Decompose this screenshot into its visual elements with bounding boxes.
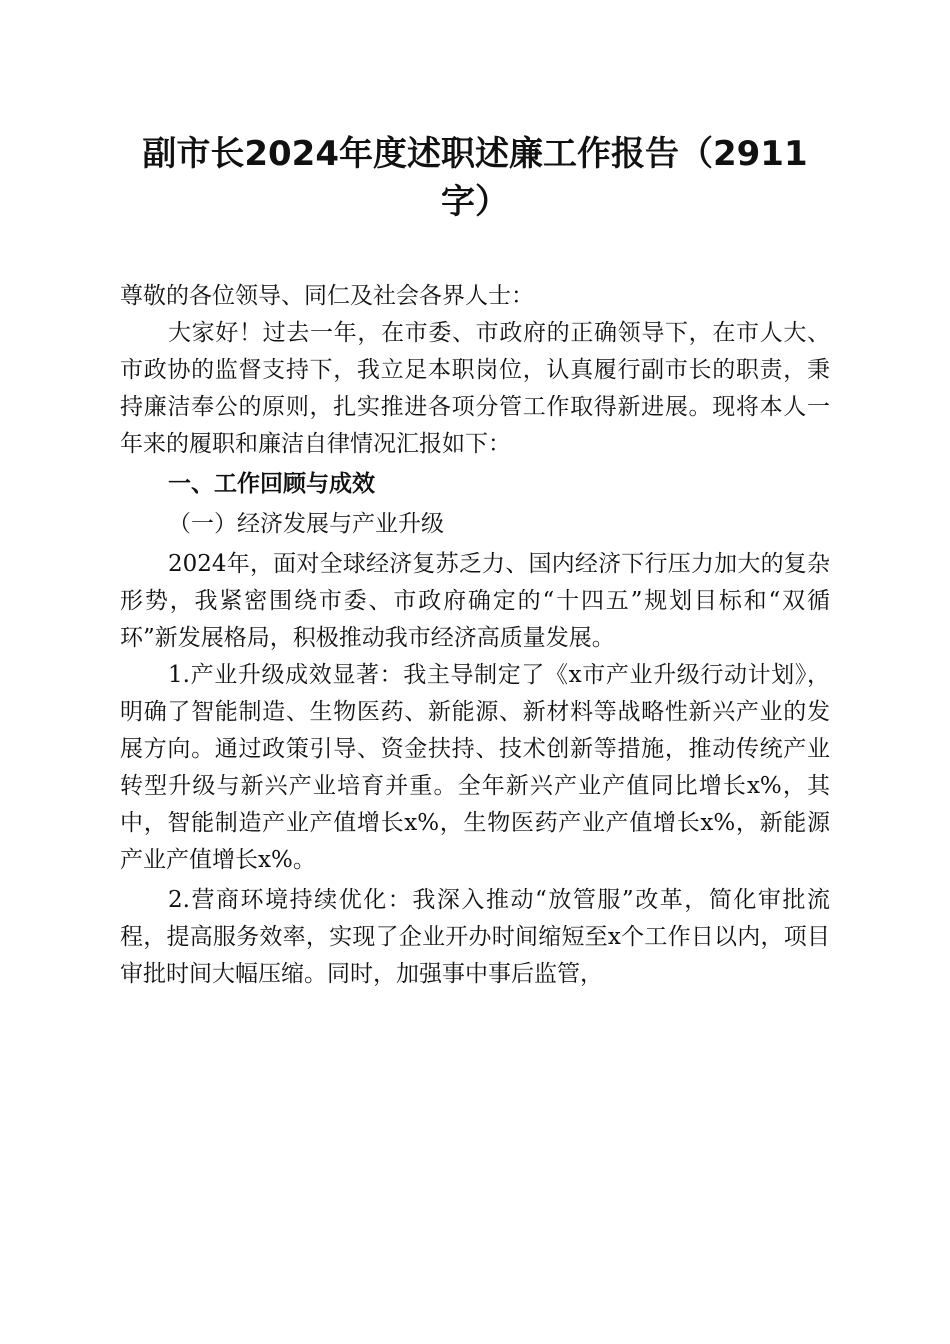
section-heading: 一、工作回顾与成效 — [168, 471, 375, 497]
subsection-heading: （一）经济发展与产业升级 — [168, 511, 444, 537]
business-environment-paragraph: 2.营商环境持续优化：我深入推动“放管服”改革，简化审批流程，提高服务效率，实现了企业开办时间缩短至x个工作日以内，项目审批时间大幅压缩。同时，加强事中事后监管， — [120, 887, 830, 987]
document-body — [120, 278, 830, 993]
document-title: 副市长2024年度述职述廉工作报告（2911字） — [142, 134, 808, 222]
industry-upgrade-paragraph: 1.产业升级成效显著：我主导制定了《x市产业升级行动计划》，明确了智能制造、生物医药、新能源、新材料等战略性新兴产业的发展方向。通过政策引导、资金扶持、技术创新等措施，推动传统产业转型升级与新兴产业培育并重。全年新兴产业产值同比增长x%，其中，智能制造产业产值增长x%，生物医药产业产值增长x%，新能源产业产值增长x%。 — [120, 662, 830, 873]
salutation: 尊敬的各位领导、同仁及社会各界人士： — [120, 283, 534, 309]
economy-paragraph: 2024年，面对全球经济复苏乏力、国内经济下行压力加大的复杂形势，我紧密围绕市委、市政府确定的“十四五”规划目标和“双循环”新发展格局，积极推动我市经济高质量发展。 — [120, 551, 830, 651]
intro-paragraph: 大家好！过去一年，在市委、市政府的正确领导下，在市人大、市政协的监督支持下，我立足本职岗位，认真履行副市长的职责，秉持廉洁奉公的原则，扎实推进各项分管工作取得新进展。现将本人一年来的履职和廉洁自律情况汇报如下： — [120, 320, 830, 457]
